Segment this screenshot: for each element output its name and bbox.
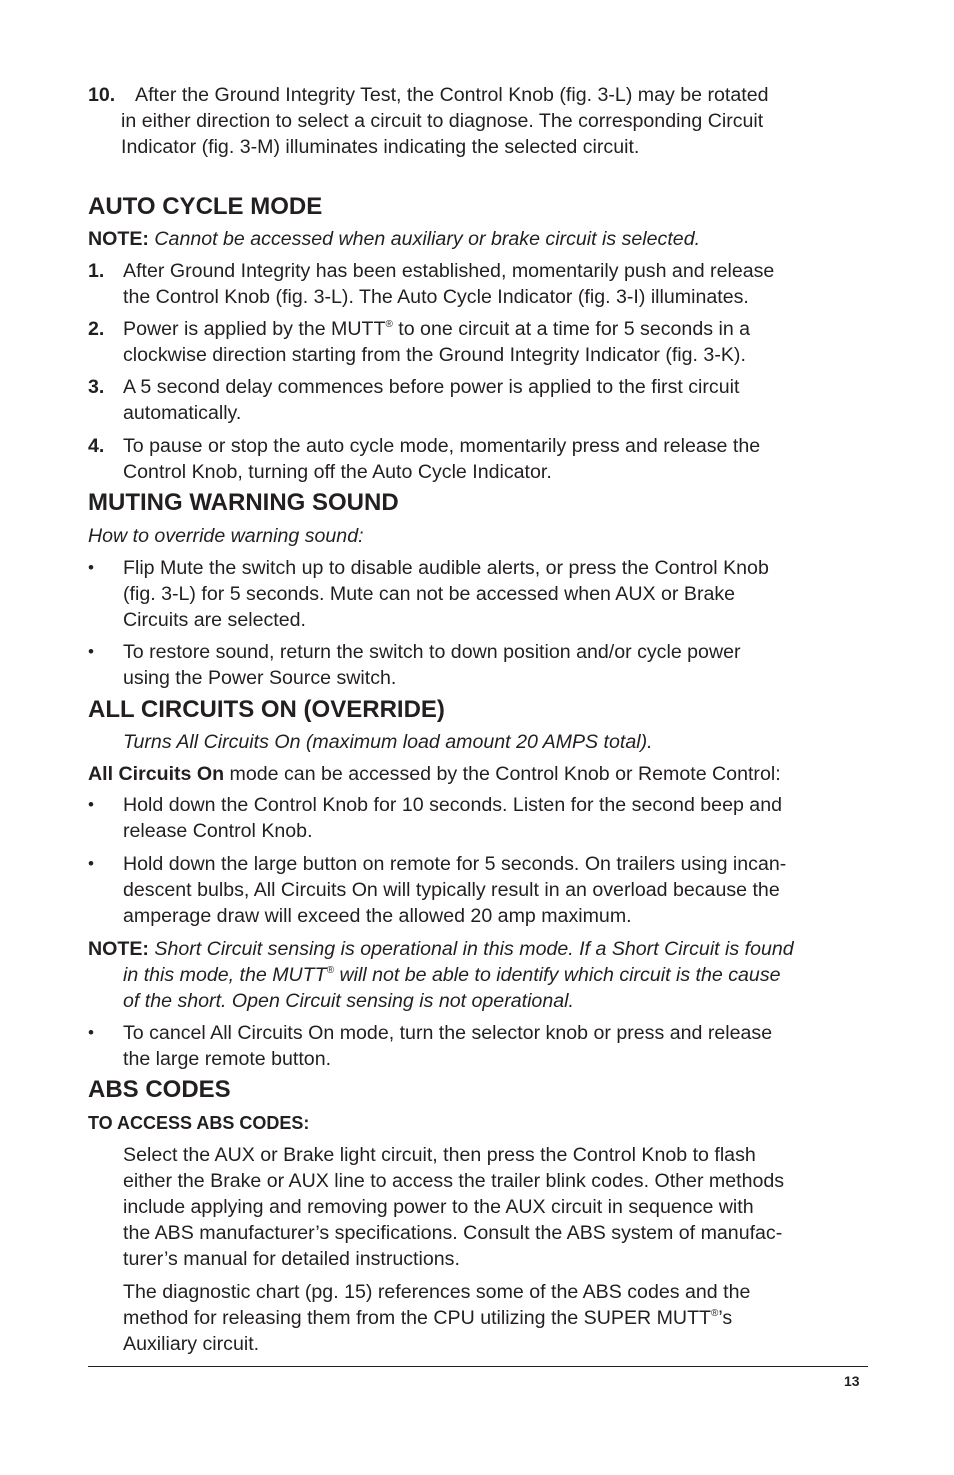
text-run: will not be able to identify which circuit is the cause — [334, 964, 781, 986]
list-number: 4. — [88, 435, 105, 457]
text-run: in this mode, the MUTT — [123, 964, 327, 986]
step-text-line: in either direction to select a circuit to diagnose. The corresponding Circuit — [121, 110, 764, 132]
bullet-line: (fig. 3-L) for 5 seconds. Mute can not be accessed when AUX or Brake — [123, 583, 736, 605]
bullet: • — [88, 642, 94, 661]
bullet-line: descent bulbs, All Circuits On will typically result in an overload because the — [123, 879, 780, 901]
text-run: ’s — [718, 1307, 733, 1329]
auto-cycle-note — [88, 226, 888, 252]
abs-para-line: the ABS manufacturer’s specifications. Consult the ABS system of manufac- — [123, 1222, 783, 1244]
abs-para-line: either the Brake or AUX line to access the trailer blink codes. Other methods — [123, 1170, 785, 1192]
abs-para-line: The diagnostic chart (pg. 15) references some of the ABS codes and the — [123, 1281, 751, 1303]
bullet-line: using the Power Source switch. — [123, 667, 397, 689]
abs-para-line: Auxiliary circuit. — [123, 1333, 260, 1355]
list-item-line: the Control Knob (fig. 3-L). The Auto Cycle Indicator (fig. 3-I) illuminates. — [123, 286, 749, 308]
step-number: 10. — [88, 84, 116, 106]
text-run: Power is applied by the MUTT — [123, 318, 386, 340]
override-note-line: of the short. Open Circuit sensing is not operational. — [123, 990, 574, 1012]
bullet: • — [88, 1023, 94, 1042]
bullet-line: Circuits are selected. — [123, 609, 306, 631]
list-item-line: Control Knob, turning off the Auto Cycle Indicator. — [123, 461, 552, 483]
abs-para-line: turer’s manual for detailed instructions. — [123, 1248, 460, 1270]
note-text: Cannot be accessed when auxiliary or brake circuit is selected. — [154, 228, 701, 250]
bullet-line: To cancel All Circuits On mode, turn the selector knob or press and release — [123, 1022, 773, 1044]
registered-mark: ® — [711, 1308, 719, 1319]
footer-rule — [88, 1366, 868, 1367]
bullet: • — [88, 854, 94, 873]
section-heading-override: ALL CIRCUITS ON (OVERRIDE) — [88, 696, 445, 723]
list-item-line: To pause or stop the auto cycle mode, momentarily press and release the — [123, 435, 761, 457]
bullet-line: amperage draw will exceed the allowed 20 amp maximum. — [123, 905, 632, 927]
override-note-line — [123, 962, 781, 988]
abs-para-line: include applying and removing power to the AUX circuit in sequence with — [123, 1196, 754, 1218]
bullet: • — [88, 795, 94, 814]
step-text-line: Indicator (fig. 3-M) illuminates indicating the selected circuit. — [121, 136, 640, 158]
list-number: 2. — [88, 318, 105, 340]
mode-name: All Circuits On — [88, 763, 225, 785]
bullet-line: Hold down the large button on remote for 5 seconds. On trailers using incan- — [123, 853, 787, 875]
note-label: NOTE: — [88, 228, 149, 250]
list-item-line: A 5 second delay commences before power is applied to the first circuit — [123, 376, 740, 398]
abs-subheading: TO ACCESS ABS CODES: — [88, 1113, 310, 1133]
list-item-line: automatically. — [123, 402, 242, 424]
list-item-line: clockwise direction starting from the Ground Integrity Indicator (fig. 3-K). — [123, 344, 746, 366]
bullet-line: To restore sound, return the switch to down position and/or cycle power — [123, 641, 741, 663]
bullet-line: Hold down the Control Knob for 10 seconds. Listen for the second beep and — [123, 794, 783, 816]
bullet-line: the large remote button. — [123, 1048, 332, 1070]
section-heading-auto-cycle: AUTO CYCLE MODE — [88, 193, 323, 220]
abs-para-line: Select the AUX or Brake light circuit, then press the Control Knob to flash — [123, 1144, 756, 1166]
override-note-line — [88, 936, 888, 962]
step-text-line: After the Ground Integrity Test, the Control Knob (fig. 3-L) may be rotated — [135, 84, 769, 106]
bullet-line: Flip Mute the switch up to disable audible alerts, or press the Control Knob — [123, 557, 769, 579]
list-item-line: After Ground Integrity has been established, momentarily push and release — [123, 260, 775, 282]
override-mode-line — [88, 761, 888, 787]
registered-mark: ® — [385, 319, 393, 330]
list-number: 3. — [88, 376, 105, 398]
list-item-line — [123, 316, 750, 342]
text-run: method for releasing them from the CPU utilizing the SUPER MUTT — [123, 1307, 712, 1329]
text-run: to one circuit at a time for 5 seconds in a — [392, 318, 751, 340]
text-run: mode can be accessed by the Control Knob or Remote Control: — [224, 763, 781, 785]
list-number: 1. — [88, 260, 105, 282]
bullet: • — [88, 558, 94, 577]
note-label: NOTE: — [88, 938, 149, 960]
override-intro: Turns All Circuits On (maximum load amount 20 AMPS total). — [123, 731, 653, 753]
note-text: Short Circuit sensing is operational in this mode. If a Short Circuit is found — [154, 938, 794, 960]
page-number: 13 — [844, 1373, 860, 1389]
abs-para-line — [123, 1305, 732, 1331]
muting-intro: How to override warning sound: — [88, 525, 364, 547]
bullet-line: release Control Knob. — [123, 820, 313, 842]
section-heading-muting: MUTING WARNING SOUND — [88, 489, 399, 516]
section-heading-abs: ABS CODES — [88, 1076, 231, 1103]
registered-mark: ® — [326, 965, 334, 976]
